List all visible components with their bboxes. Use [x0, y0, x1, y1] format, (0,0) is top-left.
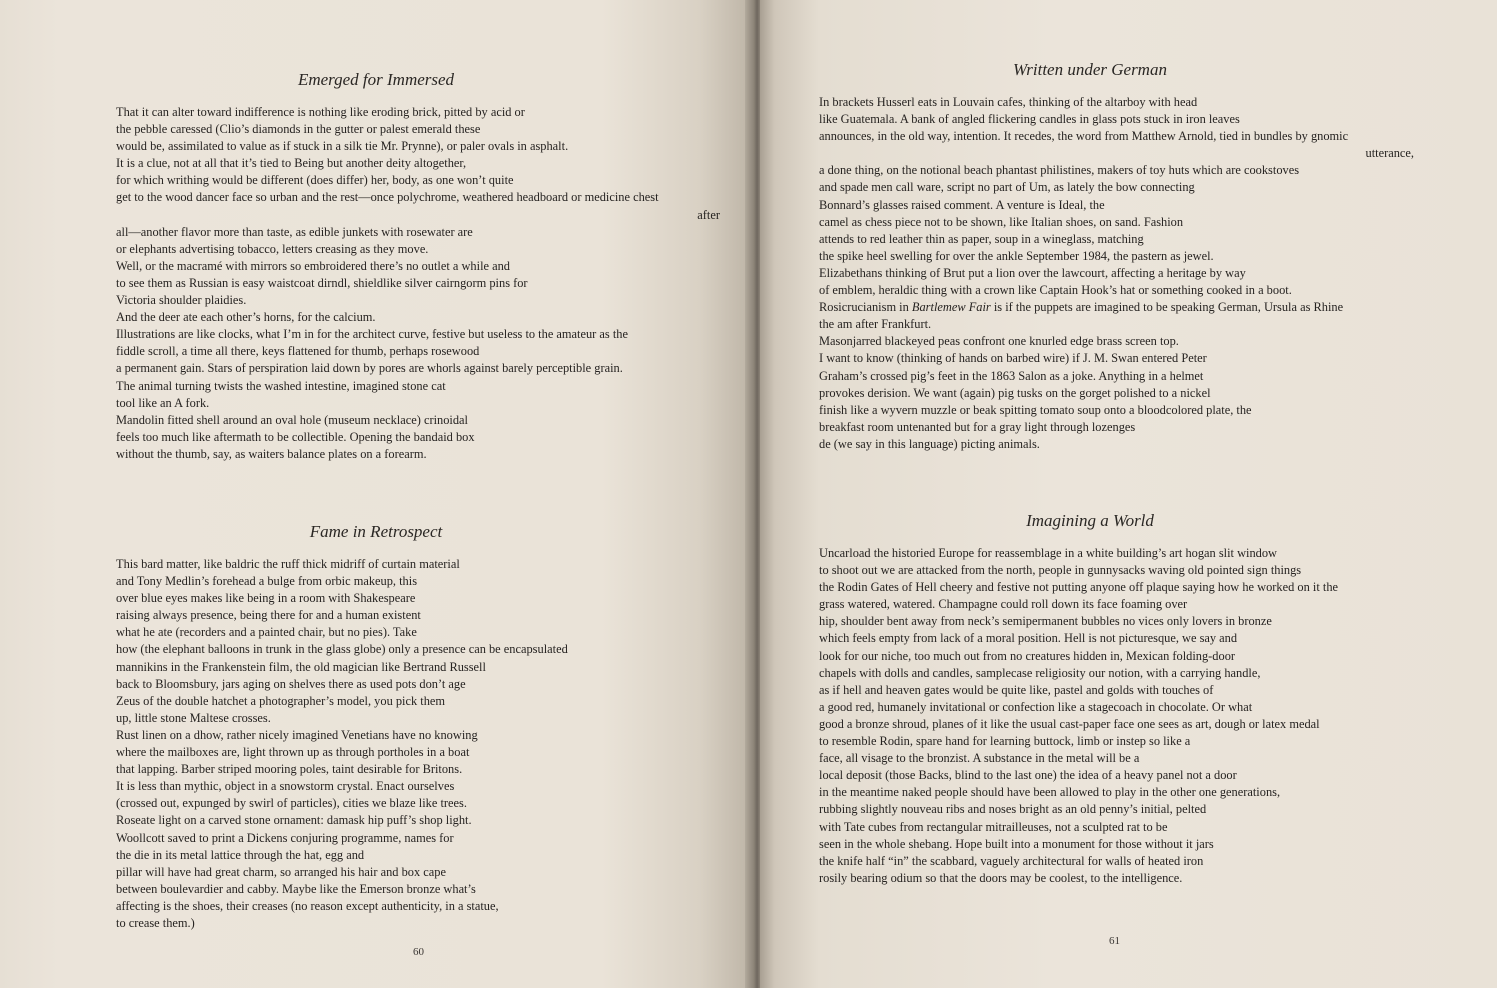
poem-line: tool like an A fork. — [116, 395, 210, 410]
poem-line: Elizabethans thinking of Brut put a lion over the lawcourt, affecting a heritage by way — [819, 265, 1246, 280]
poem-line: that lapping. Barber striped mooring poles, taint desirable for Britons. — [116, 762, 463, 777]
poem-line: local deposit (those Backs, blind to the last one) the idea of a heavy panel not a door — [819, 768, 1237, 783]
poem-line: It is a clue, not at all that it’s tied to Being but another deity altogether, — [116, 156, 467, 171]
poem-line: to crease them.) — [116, 915, 195, 930]
poem-line: I want to know (thinking of hands on barbed wire) if J. M. Swan entered Peter — [819, 351, 1207, 366]
poem-line: between boulevardier and cabby. Maybe like the Emerson bronze what’s — [116, 881, 476, 896]
poem-line: rosily bearing odium so that the doors may be coolest, to the intelligence. — [819, 870, 1183, 885]
poem-line: over blue eyes makes like being in a room with Shakespeare — [116, 591, 416, 606]
poem-line: for which writhing would be different (does differ) her, body, as one won’t quite — [116, 173, 514, 188]
poem-line: affecting is the shoes, their creases (no reason except authenticity, in a statue, — [116, 898, 499, 913]
poem-line: to shoot out we are attacked from the north, people in gunnysacks waving old pointed sign things — [819, 563, 1302, 578]
poem-line: without the thumb, say, as waiters balance plates on a forearm. — [116, 446, 427, 461]
right-page — [760, 0, 1497, 988]
poem-line: grass watered, watered. Champagne could roll down its face foaming over — [819, 597, 1188, 612]
poem-body-fame-in-retrospect — [116, 556, 720, 932]
poem-line: seen in the whole shebang. Hope built into a monument for those without it jars — [819, 836, 1214, 851]
poem-line: up, little stone Maltese crosses. — [116, 710, 271, 725]
poem-line: rubbing slightly nouveau ribs and noses bright as an old penny’s initial, pelted — [819, 802, 1207, 817]
poem-line: Bonnard’s glasses raised comment. A venture is Ideal, the — [819, 197, 1105, 212]
poem-line: Mandolin fitted shell around an oval hole (museum necklace) crinoidal — [116, 412, 468, 427]
poem-line: face, all visage to the bronzist. A substance in the metal will be a — [819, 751, 1140, 766]
poem-line: or elephants advertising tobacco, letters creasing as they move. — [116, 241, 429, 256]
poem-line: in the meantime naked people should have been allowed to play in the other one generations, — [819, 785, 1281, 800]
poem-line: Roseate light on a carved stone ornament: damask hip puff’s shop light. — [116, 813, 472, 828]
poem-line: of emblem, heraldic thing with a crown like Captain Hook’s hat or something cooked in a boot. — [819, 283, 1292, 298]
poem-line: like Guatemala. A bank of angled flickering candles in glass pots stuck in iron leaves — [819, 112, 1240, 127]
poem-body-written-under-german — [819, 94, 1414, 453]
poem-line: Rosicrucianism in Bartlemew Fair is if the puppets are imagined to be speaking German, Ursula as Rhine — [819, 300, 1344, 315]
poem-line: breakfast room untenanted but for a gray light through lozenges — [819, 419, 1136, 434]
poem-line: fiddle scroll, a time all there, keys flattened for thumb, perhaps rosewood — [116, 344, 480, 359]
poem-line: That it can alter toward indifference is nothing like eroding brick, pitted by acid or — [116, 105, 525, 119]
poem-line: a permanent gain. Stars of perspiration laid down by pores are whorls against barely perceptible grain. — [116, 361, 623, 376]
poem-line: the spike heel swelling for over the ankle September 1984, the pastern as jewel. — [819, 248, 1214, 263]
poem-line: mannikins in the Frankenstein film, the old magician like Bertrand Russell — [116, 659, 486, 674]
poem-line: finish like a wyvern muzzle or beak spitting tomato soup onto a bloodcolored plate, the — [819, 402, 1252, 417]
poem-line: what he ate (recorders and a painted chair, but no pies). Take — [116, 625, 417, 640]
poem-line: de (we say in this language) picting animals. — [819, 436, 1040, 451]
poem-line: a good red, humanely invitational or confection like a stagecoach in chocolate. Or what — [819, 699, 1253, 714]
poem-line: where the mailboxes are, light thrown up as through portholes in a boat — [116, 745, 470, 760]
poem-body-emerged-for-immersed — [116, 104, 720, 463]
poem-line-runover: utterance, — [1365, 146, 1414, 161]
poem-line: as if hell and heaven gates would be quite like, pastel and golds with touches of — [819, 682, 1214, 697]
poem-line: This bard matter, like baldric the ruff thick midriff of curtain material — [116, 557, 460, 571]
poem-line: chapels with dolls and candles, samplecase religiosity our notion, with a carrying handle, — [819, 665, 1261, 680]
poem-line: the knife half “in” the scabbard, vaguely architectural for walls of heated iron — [819, 853, 1204, 868]
poem-line: Graham’s crossed pig’s feet in the 1863 Salon as a joke. Anything in a helmet — [819, 368, 1204, 383]
poem-line: Masonjarred blackeyed peas confront one knurled edge brass screen top. — [819, 334, 1179, 349]
poem-line: how (the elephant balloons in trunk in the glass globe) only a presence can be encapsulated — [116, 642, 568, 657]
poem-line: Illustrations are like clocks, what I’m in for the architect curve, festive but useless to the amateur as the — [116, 327, 628, 342]
poem-line: And the deer ate each other’s horns, for the calcium. — [116, 310, 376, 325]
poem-line: Well, or the macramé with mirrors so embroidered there’s no outlet a while and — [116, 258, 511, 273]
poem-line: raising always presence, being there for and a human existent — [116, 608, 421, 623]
poem-line: pillar will have had great charm, so arranged his hair and box cape — [116, 864, 446, 879]
poem-line: a done thing, on the notional beach phantast philistines, makers of toy huts which are cookstoves — [819, 163, 1300, 178]
poem-line: provokes derision. We want (again) pig tusks on the gorget polished to a nickel — [819, 385, 1211, 400]
poem-line: feels too much like aftermath to be collectible. Opening the bandaid box — [116, 429, 475, 444]
poem-line: Rust linen on a dhow, rather nicely imagined Venetians have no knowing — [116, 727, 478, 742]
poem-line: to resemble Rodin, spare hand for learning buttock, limb or instep so like a — [819, 734, 1191, 749]
poem-line: Uncarload the historied Europe for reassemblage in a white building’s art hogan slit window — [819, 546, 1277, 560]
poem-title-emerged-for-immersed: Emerged for Immersed — [297, 70, 455, 89]
poem-line: Zeus of the double hatchet a photographer’s model, you pick them — [116, 693, 446, 708]
poem-line: It is less than mythic, object in a snowstorm crystal. Enact ourselves — [116, 779, 455, 794]
page-number-right: 61 — [1109, 935, 1120, 947]
poem-title-imagining-a-world: Imagining a World — [1026, 511, 1154, 530]
poem-line-runover: after — [697, 207, 720, 222]
poem-line: camel as chess piece not to be shown, like Italian shoes, on sand. Fashion — [819, 214, 1184, 229]
poem-line: get to the wood dancer face so urban and the rest—once polychrome, weathered headboard or medicine chest — [116, 190, 659, 205]
poem-line: Woollcott saved to print a Dickens conjuring programme, names for — [116, 830, 454, 845]
poem-line: which feels empty from lack of a moral position. Hell is not picturesque, we say and — [819, 631, 1238, 646]
poem-line: In brackets Husserl eats in Louvain cafes, thinking of the altarboy with head — [819, 95, 1198, 109]
poem-line: to see them as Russian is easy waistcoat dirndl, shieldlike silver cairngorm pins for — [116, 275, 528, 290]
poem-title-written-under-german: Written under German — [1013, 60, 1167, 79]
poem-line: and Tony Medlin’s forehead a bulge from orbic makeup, this — [116, 574, 418, 589]
italic-title: Bartlemew Fair — [911, 300, 991, 315]
poem-line: the pebble caressed (Clio’s diamonds in the gutter or palest emerald these — [116, 122, 481, 137]
poem-line: the Rodin Gates of Hell cheery and festive not putting anyone off plaque saying how he worked on it the — [819, 580, 1339, 595]
poem-line: the am after Frankfurt. — [819, 317, 932, 332]
poem-line: and spade men call ware, script no part of Um, as lately the bow connecting — [819, 180, 1195, 195]
poem-line: good a bronze shroud, planes of it like the usual cast-paper face one sees as art, dough or latex medal — [819, 716, 1320, 731]
poem-line: (crossed out, expunged by swirl of particles), cities we blaze like trees. — [116, 796, 467, 811]
poem-line: announces, in the old way, intention. It recedes, the word from Matthew Arnold, tied in bundles by gnomic — [819, 129, 1349, 144]
poem-line: The animal turning twists the washed intestine, imagined stone cat — [116, 378, 446, 393]
poem-line: look for our niche, too much out from no creatures hidden in, Mexican folding-door — [819, 648, 1236, 663]
poem-line: all—another flavor more than taste, as edible junkets with rosewater are — [116, 224, 473, 239]
poem-title-fame-in-retrospect: Fame in Retrospect — [309, 522, 443, 541]
poem-line: with Tate cubes from rectangular mitrailleuses, not a sculpted rat to be — [819, 819, 1168, 834]
poem-body-imagining-a-world — [819, 545, 1414, 887]
poem-line: attends to red leather thin as paper, soup in a wineglass, matching — [819, 231, 1144, 246]
poem-line: hip, shoulder bent away from neck’s semipermanent bubbles no vices only lovers in bronze — [819, 614, 1272, 629]
poem-line: back to Bloomsbury, jars aging on shelves there as used pots don’t age — [116, 676, 466, 691]
page-number-left: 60 — [413, 946, 424, 958]
poem-line: would be, assimilated to value as if stuck in a silk tie Mr. Prynne), or paler ovals in asphalt. — [116, 139, 569, 154]
poem-line: the die in its metal lattice through the hat, egg and — [116, 847, 365, 862]
poem-line: Victoria shoulder plaidies. — [116, 293, 247, 308]
